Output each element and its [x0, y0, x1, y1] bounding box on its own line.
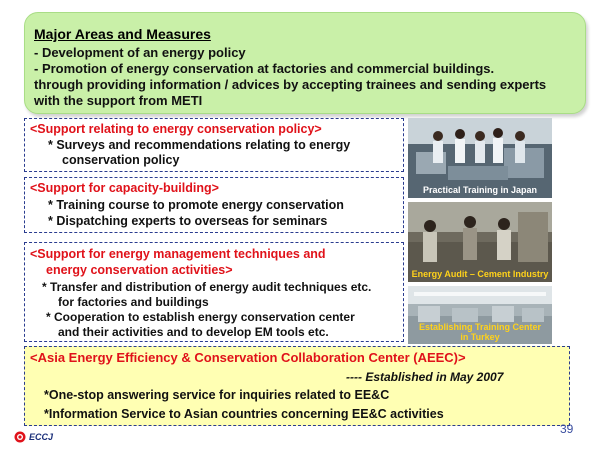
major-line-4: with the support from METI — [34, 93, 203, 108]
energy-management-title: <Support for energy management techniques and — [30, 247, 326, 261]
aeec-established: ---- Established in May 2007 — [346, 370, 504, 384]
major-line-3: through providing information / advices by accepting trainees and sending experts — [34, 77, 547, 92]
major-areas-title: Major Areas and Measures — [34, 26, 211, 42]
photo-caption: in Turkey — [460, 332, 500, 342]
policy-support-line: conservation policy — [62, 153, 180, 167]
energy-management-line: * Cooperation to establish energy conservation center — [46, 310, 355, 324]
policy-support-line: * Surveys and recommendations relating to energy — [48, 138, 351, 152]
photo-caption: Energy Audit – Cement Industry — [411, 269, 549, 279]
major-line-1: - Development of an energy policy — [34, 45, 246, 60]
photo-caption: Practical Training in Japan — [422, 185, 538, 195]
eccj-logo-icon — [14, 431, 26, 443]
photo-training-center — [408, 286, 552, 344]
page-number: 39 — [560, 422, 574, 436]
aeec-line: *One-stop answering service for inquiries related to EE&C — [44, 388, 390, 402]
photo-practical-training — [408, 118, 552, 198]
energy-management-line: * Transfer and distribution of energy audit techniques etc. — [42, 280, 372, 294]
photo-caption: Establishing Training Center — [418, 322, 542, 332]
photo-energy-audit — [408, 202, 552, 282]
energy-management-line: and their activities and to develop EM tools etc. — [58, 325, 329, 339]
energy-management-title: energy conservation activities> — [46, 263, 233, 277]
aeec-title: <Asia Energy Efficiency & Conservation Collaboration Center (AEEC)> — [30, 350, 466, 365]
energy-management-line: for factories and buildings — [58, 295, 209, 309]
eccj-logo — [14, 431, 53, 443]
aeec-line: *Information Service to Asian countries concerning EE&C activities — [44, 407, 444, 421]
capacity-building-line: * Training course to promote energy conservation — [48, 198, 344, 212]
capacity-building-title: <Support for capacity-building> — [30, 181, 219, 195]
policy-support-title: <Support relating to energy conservation policy> — [30, 122, 322, 136]
eccj-logo-text: ECCJ — [29, 432, 54, 442]
capacity-building-line: * Dispatching experts to overseas for seminars — [48, 214, 328, 228]
major-line-2: - Promotion of energy conservation at factories and commercial buildings. — [34, 61, 495, 76]
